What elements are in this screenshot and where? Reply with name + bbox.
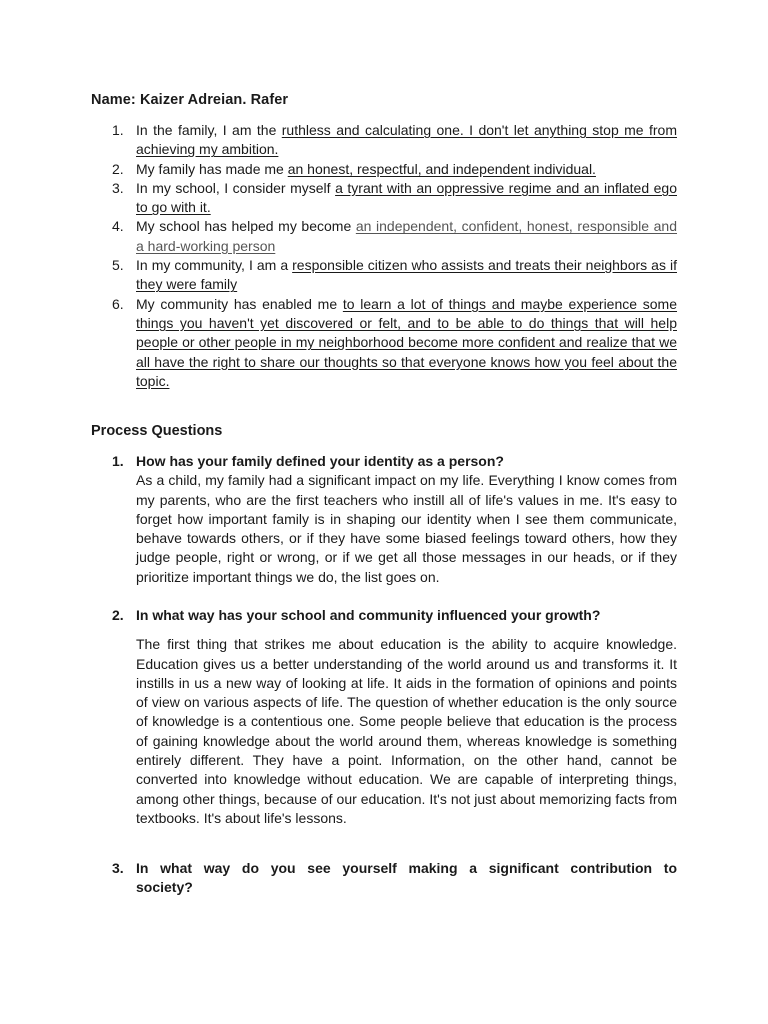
- statement-list: [112, 121, 677, 391]
- statement-prefix: In my school, I consider myself: [136, 179, 336, 196]
- statement-number: 1.: [112, 122, 124, 138]
- statement-prefix: In my community, I am a: [136, 257, 293, 274]
- process-question-1: [112, 452, 677, 587]
- statement-answer: ruthless and calculating one. I don't let anything stop me from achieving my ambition.: [136, 122, 677, 158]
- statement-answer: an independent, confident, honest, responsible and a hard-working person: [136, 218, 677, 254]
- process-question-2: [112, 606, 677, 828]
- statement-answer: a tyrant with an oppressive regime and an inflated ego to go with it.: [136, 179, 677, 216]
- process-questions-heading: Process Questions: [91, 423, 223, 439]
- statement-item-1: [112, 121, 677, 160]
- statement-number: 6.: [112, 295, 124, 312]
- statement-number: 5.: [112, 257, 124, 274]
- statement-item-3: [112, 179, 677, 218]
- student-name: Name: Kaizer Adreian. Rafer: [91, 92, 289, 108]
- statement-item-6: [112, 295, 677, 391]
- question-title: [112, 606, 677, 625]
- statement-prefix: In the family, I am the: [136, 122, 282, 138]
- statement-answer: responsible citizen who assists and treats their neighbors as if they were family: [136, 257, 677, 293]
- statement-item-2: [112, 160, 677, 179]
- statement-answer: to learn a lot of things and maybe experience some things you haven't yet discovered or felt, and to be able to do things that will help people or other people in my neighborhood become more confident and realize that we all have the right to share our thoughts so that everyone knows how you feel about the topic.: [136, 295, 678, 389]
- process-question-3: [112, 859, 677, 898]
- question-text: In what way do you see yourself making a significant contribution to society?: [136, 860, 677, 896]
- statement-number: 4.: [112, 218, 124, 235]
- statement-prefix: My community has enabled me: [136, 295, 343, 312]
- question-number: 3.: [112, 860, 124, 876]
- statement-prefix: My school has helped my become: [136, 218, 356, 235]
- statement-number: 3.: [112, 179, 124, 196]
- question-answer: The first thing that strikes me about education is the ability to acquire knowledge. Education gives us a better understanding of the world around us and transforms it. It instills in us a new way of looking at life. It aids in the formation of opinions and points of view on various aspects of life. The question of whether education is the only source of knowledge is a contentious one. Some people believe that education is the process of gaining knowledge about the world around them, whereas knowledge is something entirely different. They have a point. Information, on the other hand, cannot be converted into knowledge without education. We are capable of interpreting things, among other things, because of our education. It's not just about memorizing facts from textbooks. It's about life's lessons.: [136, 636, 677, 826]
- question-number: 2.: [112, 607, 124, 623]
- statement-prefix: My family has made me: [136, 160, 288, 177]
- question-title: [112, 452, 677, 471]
- question-number: 1.: [112, 453, 124, 469]
- statement-answer: an honest, respectful, and independent individual.: [287, 160, 596, 177]
- question-answer: As a child, my family had a significant impact on my life. Everything I know comes from my parents, who are the first teachers who instill all of life's values in me. It's easy to forget how important family is in shaping our identity when I see them communicate, behave towards others, or if they have some biased feelings toward others, how they judge people, right or wrong, or if we get all those messages in our heads, or if they prioritize important things we do, the list goes on.: [136, 472, 677, 585]
- question-text: In what way has your school and community influenced your growth?: [136, 607, 601, 623]
- statement-item-4: [112, 217, 677, 256]
- question-title: [112, 859, 677, 898]
- question-text: How has your family defined your identity as a person?: [136, 453, 504, 469]
- statement-item-5: [112, 256, 677, 295]
- statement-number: 2.: [112, 160, 124, 177]
